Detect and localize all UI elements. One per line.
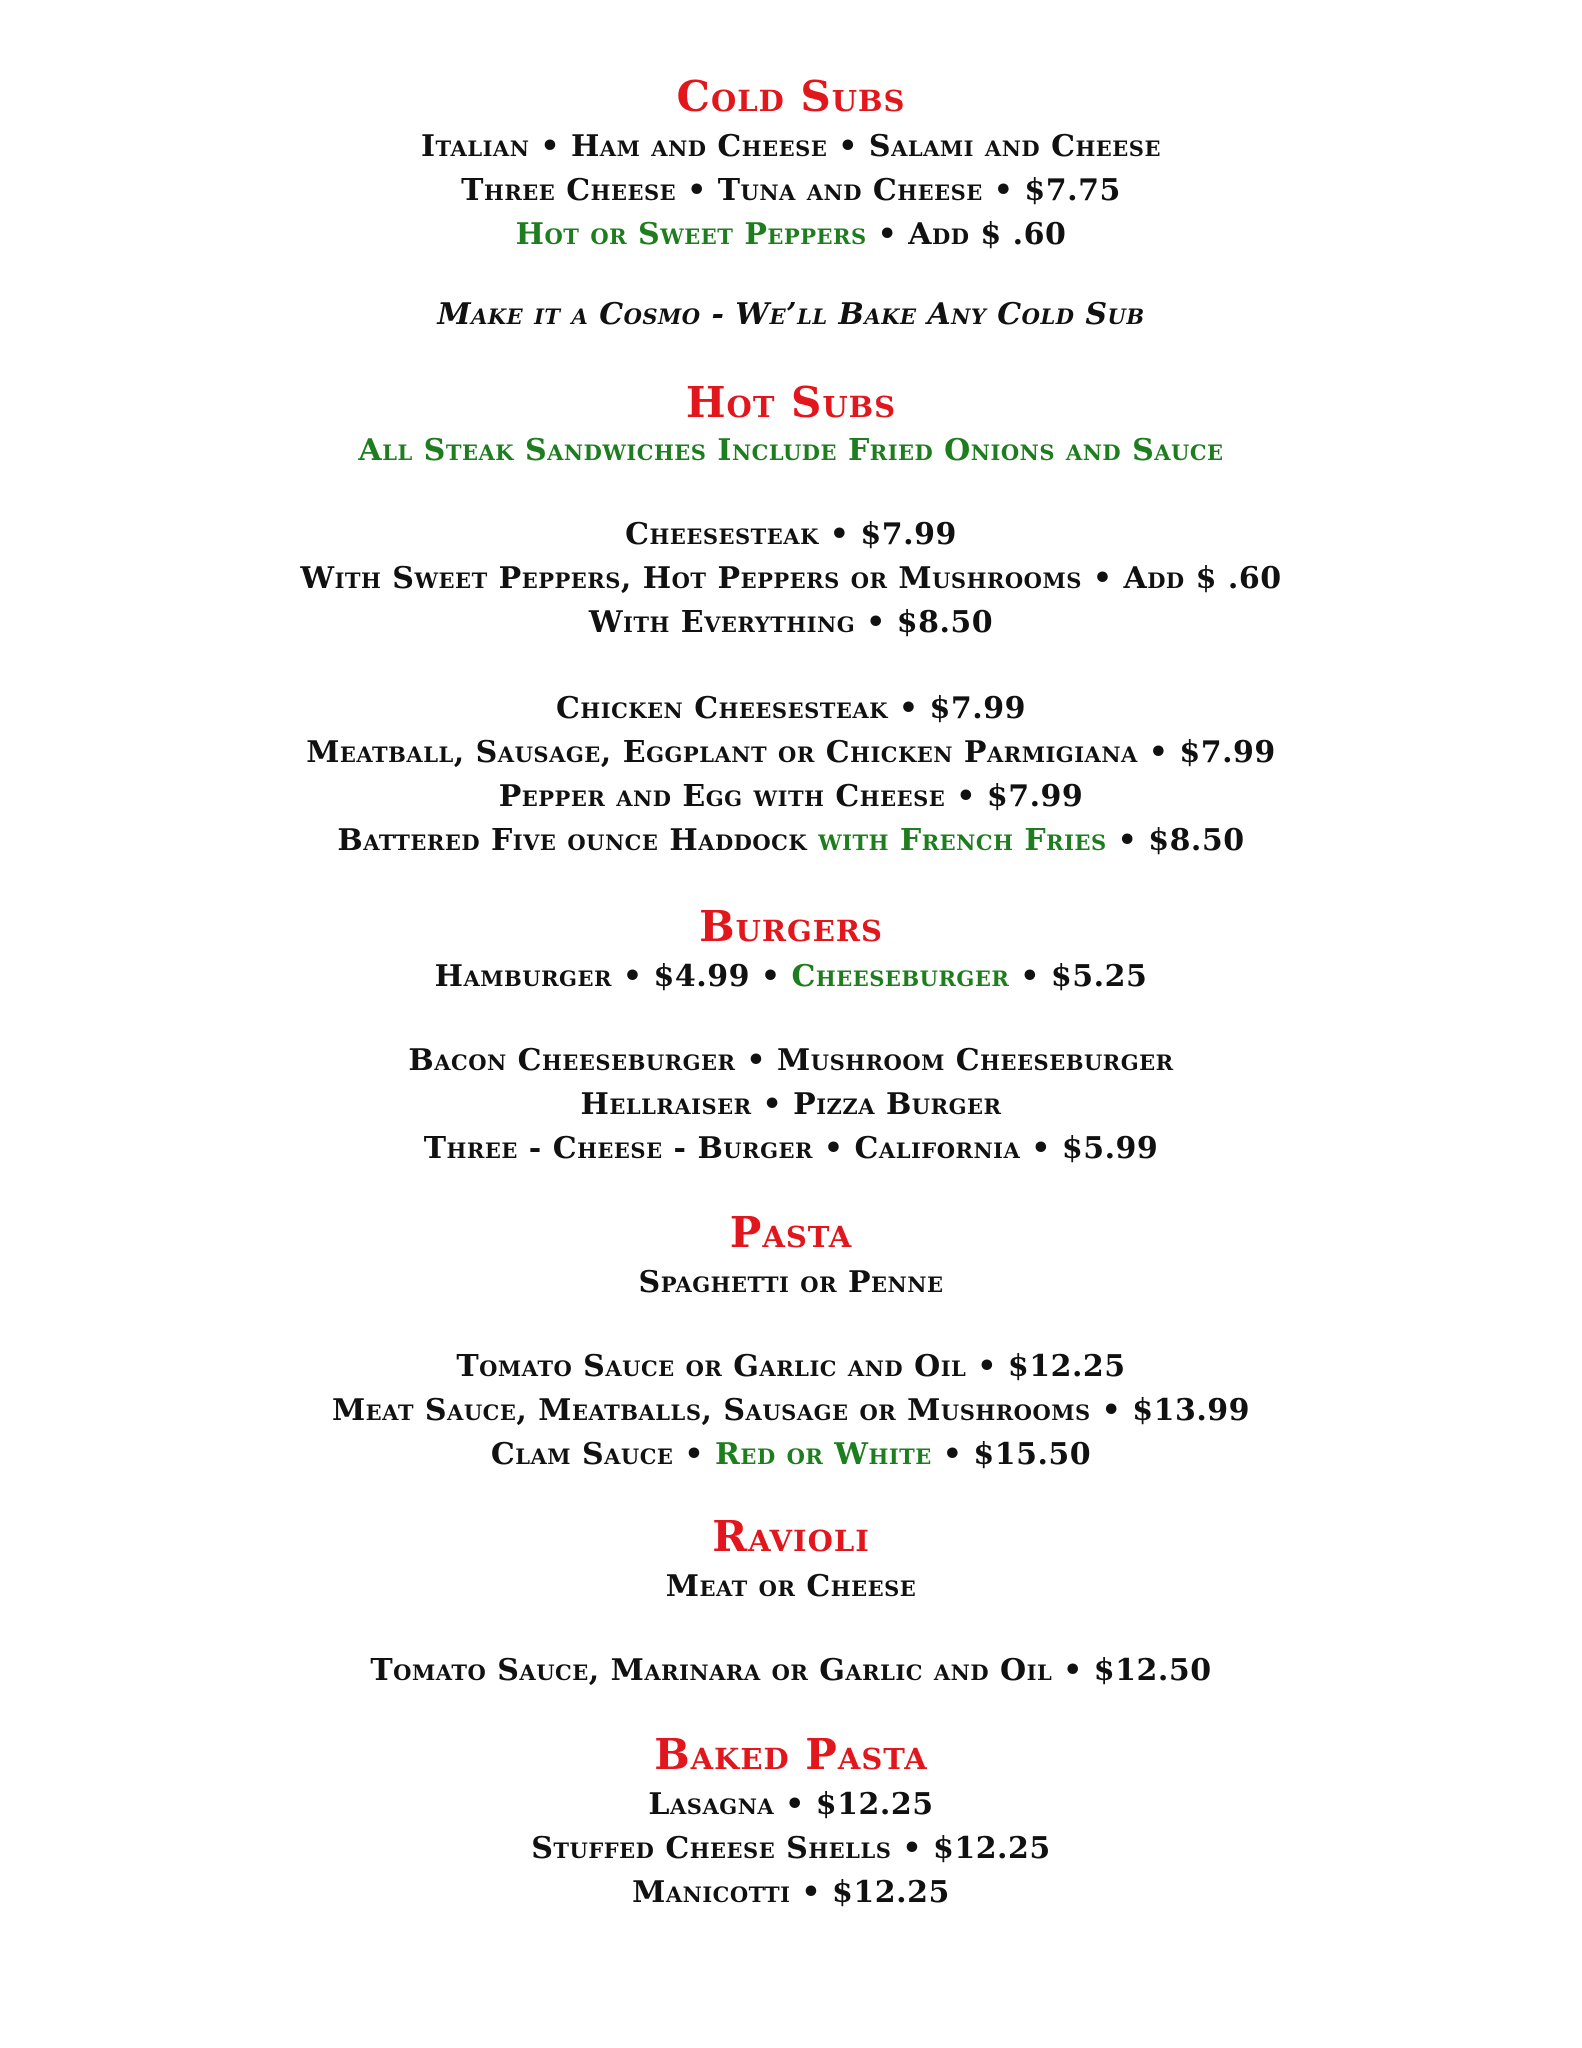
baked-pasta-line-3: Manicotti • $12.25: [632, 1875, 950, 1910]
pasta-line-1: Tomato Sauce or Garlic and Oil • $12.25: [456, 1349, 1126, 1384]
french-fries-label: with French Fries: [818, 823, 1107, 858]
cheeseburger-label: Cheeseburger: [791, 959, 1010, 994]
clam-sauce-label: Clam Sauce •: [490, 1437, 715, 1472]
hot-subs-line-4: Chicken Cheesesteak • $7.99: [556, 691, 1026, 726]
burgers-line-3: Hellraiser • Pizza Burger: [580, 1087, 1002, 1122]
cold-subs-line-3: [0, 217, 1582, 252]
burgers-line-4: Three - Cheese - Burger • California • $5.99: [423, 1131, 1159, 1166]
burgers-heading: Burgers: [699, 902, 883, 951]
hot-subs-line-1: Cheesesteak • $7.99: [625, 517, 957, 552]
burgers-line-2: Bacon Cheeseburger • Mushroom Cheeseburger: [408, 1043, 1174, 1078]
pasta-line-2: Meat Sauce, Meatballs, Sausage or Mushrooms • $13.99: [331, 1393, 1251, 1428]
baked-pasta-line-2: Stuffed Cheese Shells • $12.25: [531, 1831, 1051, 1866]
ravioli-subheading: Meat or Cheese: [665, 1569, 917, 1604]
pasta-line-3: [0, 1437, 1582, 1472]
cold-subs-line-2: Three Cheese • Tuna and Cheese • $7.75: [461, 173, 1121, 208]
hot-subs-heading: Hot Subs: [685, 378, 897, 427]
cosmo-note: Make it a Cosmo - We’ll Bake Any Cold Sub: [437, 297, 1145, 332]
hot-subs-line-5: Meatball, Sausage, Eggplant or Chicken Parmigiana • $7.99: [306, 735, 1276, 770]
hot-subs-line-6: Pepper and Egg with Cheese • $7.99: [498, 779, 1084, 814]
pasta-subheading: Spaghetti or Penne: [638, 1265, 944, 1300]
hot-subs-subheading: All Steak Sandwiches Include Fried Onions and Sauce: [358, 433, 1224, 468]
hot-subs-line-7: [0, 823, 1582, 858]
cold-subs-line-1: Italian • Ham and Cheese • Salami and Cheese: [421, 129, 1161, 164]
cold-subs-heading: Cold Subs: [676, 72, 906, 121]
baked-pasta-heading: Baked Pasta: [654, 1730, 928, 1779]
haddock-label: Battered Five ounce Haddock: [337, 823, 819, 858]
ravioli-heading: Ravioli: [712, 1512, 870, 1561]
hot-subs-line-3: With Everything • $8.50: [588, 605, 994, 640]
baked-pasta-line-1: Lasagna • $12.25: [648, 1787, 934, 1822]
red-or-white-label: Red or White: [715, 1437, 932, 1472]
haddock-price: • $8.50: [1106, 823, 1245, 858]
peppers-option: Hot or Sweet Peppers: [515, 217, 867, 252]
peppers-price: • Add $ .60: [866, 217, 1067, 252]
pasta-heading: Pasta: [729, 1208, 853, 1257]
burgers-line-1: [0, 959, 1582, 994]
cheeseburger-price: • $5.25: [1009, 959, 1148, 994]
hot-subs-line-2: With Sweet Peppers, Hot Peppers or Mushrooms • Add $ .60: [300, 561, 1282, 596]
ravioli-line-1: Tomato Sauce, Marinara or Garlic and Oil • $12.50: [370, 1653, 1212, 1688]
hamburger-label: Hamburger • $4.99 •: [434, 959, 792, 994]
clam-sauce-price: • $15.50: [931, 1437, 1092, 1472]
